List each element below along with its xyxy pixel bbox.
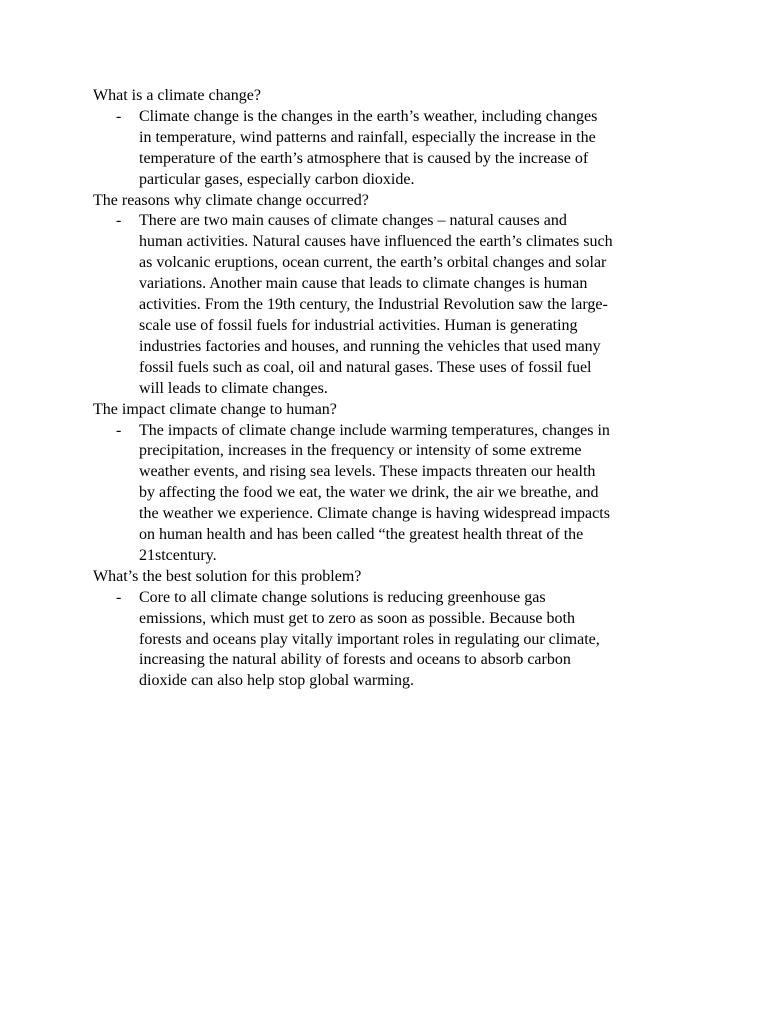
answer-line: The impacts of climate change include warming temperatures, changes in	[139, 421, 610, 439]
section-question: The reasons why climate change occurred?	[93, 191, 369, 209]
answer-line: in temperature, wind patterns and rainfall, especially the increase in the	[139, 128, 596, 146]
answer-line: activities. From the 19th century, the Industrial Revolution saw the large-	[139, 296, 608, 314]
section-question: What’s the best solution for this problem?	[93, 567, 362, 585]
answer-line: Climate change is the changes in the earth’s weather, including changes	[139, 107, 598, 125]
answer-line: variations. Another main cause that leads to climate changes is human	[139, 275, 588, 293]
answer-line: There are two main causes of climate changes – natural causes and	[139, 212, 567, 230]
answer-text	[139, 421, 679, 567]
section-question: The impact climate change to human?	[93, 400, 337, 418]
document-page	[93, 86, 683, 692]
section-answer	[93, 107, 683, 191]
answer-text	[139, 211, 679, 399]
bullet-dash: -	[116, 421, 122, 439]
answer-line: dioxide can also help stop global warming.	[139, 672, 415, 690]
answer-line: Core to all climate change solutions is reducing greenhouse gas	[139, 588, 546, 606]
answer-line: as volcanic eruptions, ocean current, the earth’s orbital changes and solar	[139, 254, 607, 272]
section-solution	[93, 567, 683, 692]
answer-line: increasing the natural ability of forests and oceans to absorb carbon	[139, 651, 571, 669]
section-question: What is a climate change?	[93, 87, 261, 104]
answer-line: 21stcentury.	[139, 546, 217, 564]
answer-line: temperature of the earth’s atmosphere that is caused by the increase of	[139, 149, 589, 167]
answer-text	[139, 107, 679, 191]
bullet-dash: -	[116, 588, 122, 606]
answer-line: scale use of fossil fuels for industrial activities. Human is generating	[139, 316, 578, 334]
section-answer	[93, 588, 683, 693]
answer-line: the weather we experience. Climate change is having widespread impacts	[139, 505, 610, 523]
answer-text	[139, 588, 679, 693]
section-what-is-climate-change	[93, 86, 683, 191]
answer-line: by affecting the food we eat, the water we drink, the air we breathe, and	[139, 484, 599, 502]
answer-line: forests and oceans play vitally important roles in regulating our climate,	[139, 630, 600, 648]
answer-line: on human health and has been called “the greatest health threat of the	[139, 526, 584, 544]
answer-line: weather events, and rising sea levels. These impacts threaten our health	[139, 463, 596, 481]
section-answer	[93, 421, 683, 567]
section-reasons	[93, 191, 683, 400]
answer-line: fossil fuels such as coal, oil and natural gases. These uses of fossil fuel	[139, 358, 592, 376]
answer-line: precipitation, increases in the frequency or intensity of some extreme	[139, 442, 582, 460]
answer-line: will leads to climate changes.	[139, 379, 328, 397]
section-answer	[93, 211, 683, 399]
answer-line: emissions, which must get to zero as soon as possible. Because both	[139, 609, 575, 627]
answer-line: industries factories and houses, and running the vehicles that used many	[139, 337, 601, 355]
bullet-dash: -	[116, 212, 122, 230]
answer-line: human activities. Natural causes have influenced the earth’s climates such	[139, 233, 613, 251]
answer-line: particular gases, especially carbon dioxide.	[139, 170, 415, 188]
section-impact	[93, 400, 683, 567]
bullet-dash: -	[116, 107, 122, 125]
